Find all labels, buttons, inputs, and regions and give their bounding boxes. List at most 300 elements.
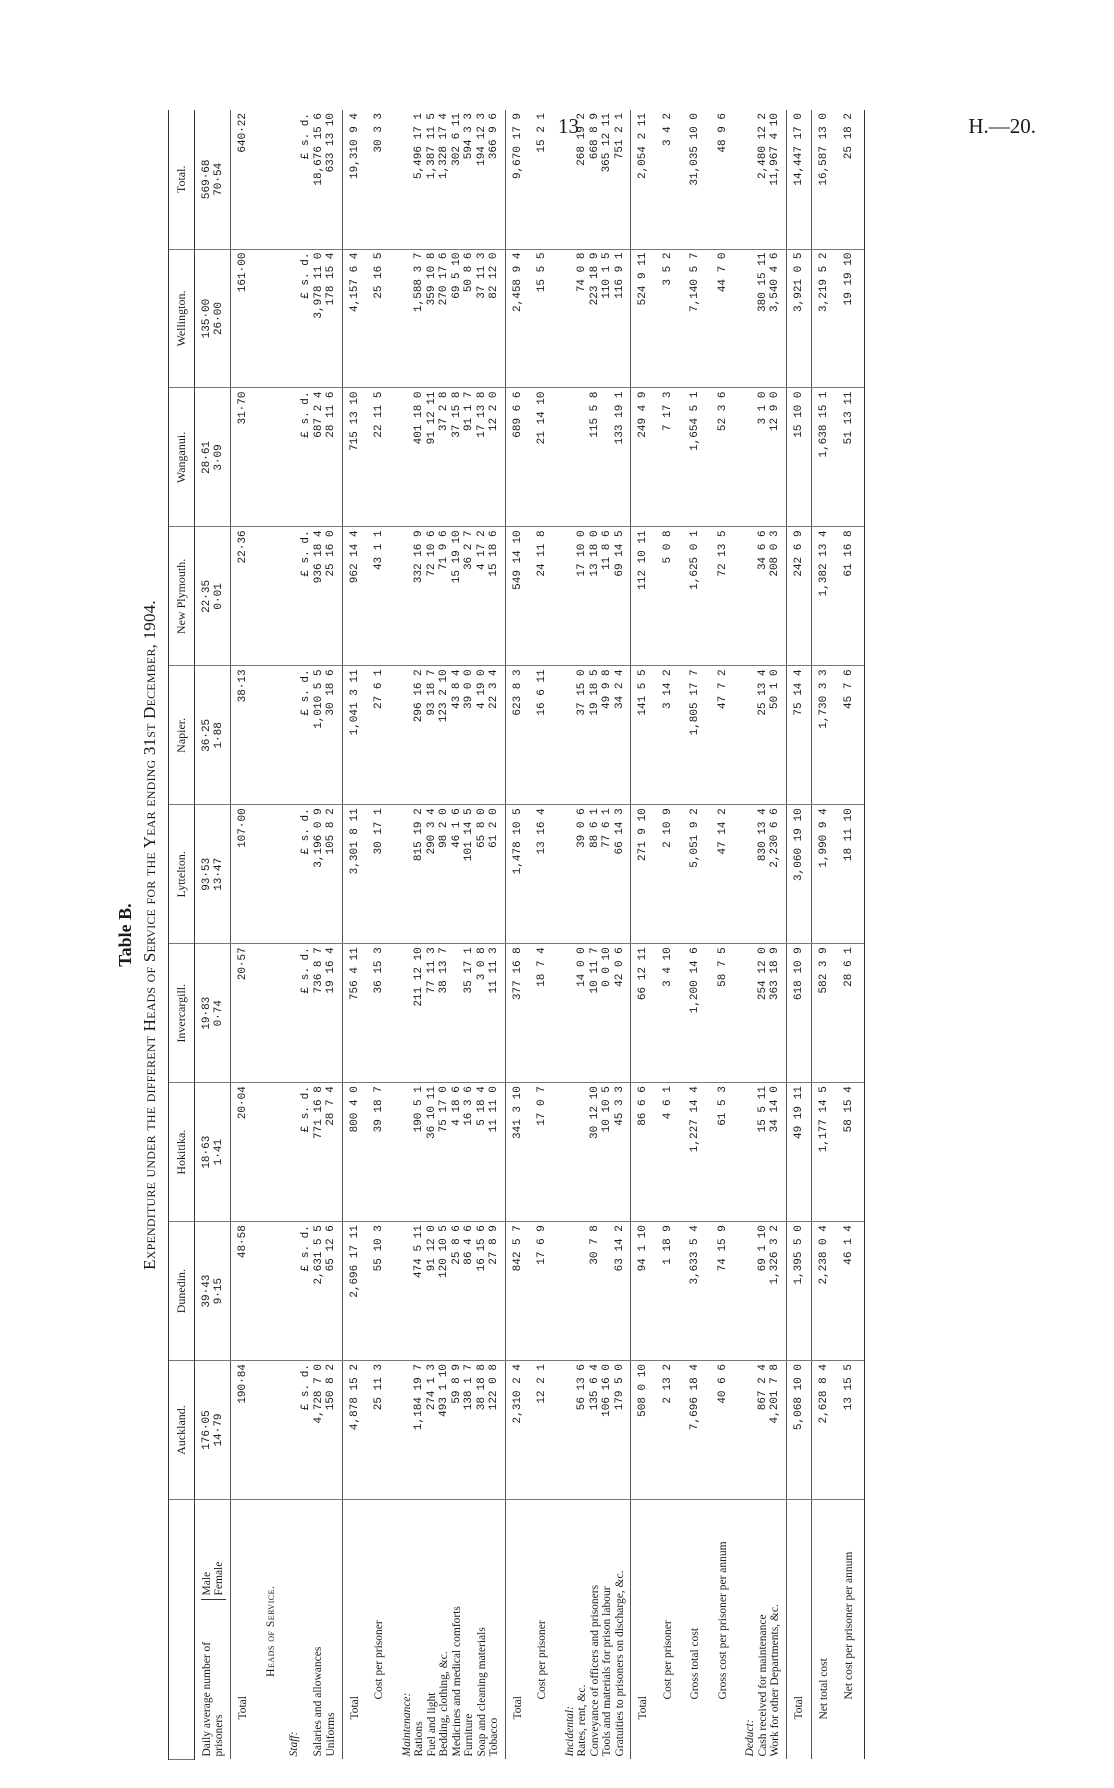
table-cell bbox=[738, 805, 786, 944]
table-cell: 618 10 9 bbox=[786, 944, 812, 1083]
spacer bbox=[300, 1506, 312, 1757]
table-row bbox=[683, 110, 711, 1760]
cell-value: 290 3 4 bbox=[425, 808, 438, 855]
table-cell: 962 14 4 bbox=[342, 527, 367, 666]
table-cell: 28 6 1 bbox=[837, 944, 865, 1083]
empty-cell bbox=[255, 1361, 282, 1500]
cell-value: 4 17 2 bbox=[475, 530, 488, 571]
table-cell: 4,157 6 4 bbox=[342, 249, 367, 388]
table-cell bbox=[395, 666, 506, 805]
currency-units: £ s. d. bbox=[300, 947, 312, 994]
cell-value: 5,496 17 1 bbox=[413, 113, 425, 180]
row-label-text: Gross total cost bbox=[689, 1627, 701, 1700]
spacer bbox=[564, 530, 577, 662]
table-cell bbox=[194, 249, 230, 388]
row-label-text: Cost per prisoner bbox=[536, 1620, 548, 1700]
cell-value: 10 11 7 bbox=[588, 947, 601, 994]
cell-value: 3 1 0 bbox=[756, 391, 769, 425]
cell-value: 35 17 1 bbox=[463, 947, 475, 994]
row-label-text: Total bbox=[236, 1696, 249, 1720]
table-cell bbox=[395, 110, 506, 249]
row-label bbox=[786, 1500, 812, 1760]
empty-cell bbox=[255, 1083, 282, 1222]
cell-value: 116 9 1 bbox=[613, 252, 626, 299]
item-label: Uniforms bbox=[324, 1712, 337, 1757]
spacer bbox=[564, 1086, 577, 1218]
cell-value: 268 19 2 bbox=[576, 113, 588, 166]
group-label: Maintenance: bbox=[400, 1692, 413, 1757]
table-cell: 15 10 0 bbox=[786, 388, 812, 527]
cell-value: 1,184 19 7 bbox=[413, 1364, 425, 1431]
table-cell bbox=[738, 527, 786, 666]
table-cell bbox=[558, 527, 631, 666]
sub-label: Female bbox=[213, 1561, 225, 1596]
cell-value: 4 19 0 bbox=[475, 669, 488, 709]
avg-label bbox=[201, 1506, 226, 1757]
cell-value: 105 8 2 bbox=[325, 808, 337, 855]
row-label-text: Net total cost bbox=[818, 1658, 830, 1720]
table-cell: 45 7 6 bbox=[837, 666, 865, 805]
table-cell: 51 13 11 bbox=[837, 388, 865, 527]
cell-value: 37 2 8 bbox=[438, 391, 450, 432]
cell-value: 366 9 6 bbox=[488, 113, 500, 160]
table-cell bbox=[194, 527, 230, 666]
table-cell: 13 15 5 bbox=[837, 1361, 865, 1500]
cell-value: 687 2 4 bbox=[312, 391, 325, 438]
page-number: 13 bbox=[558, 114, 579, 138]
item-label: Salaries and allowances bbox=[312, 1646, 324, 1757]
table-cell bbox=[558, 666, 631, 805]
cell-value: 135·00 bbox=[200, 298, 213, 339]
row-label bbox=[282, 1500, 343, 1760]
table-row bbox=[711, 110, 739, 1760]
table-cell: 20·57 bbox=[230, 944, 255, 1083]
table-cell: 2,696 17 11 bbox=[342, 1222, 367, 1361]
cell-value: 2,631 5 5 bbox=[312, 1225, 325, 1285]
cell-value: 71 9 6 bbox=[438, 530, 450, 571]
cell-value: 16 15 6 bbox=[475, 1225, 488, 1272]
row-label-text: Cost per prisoner bbox=[661, 1620, 674, 1700]
cell-value: 72 10 6 bbox=[425, 530, 438, 577]
table-cell bbox=[395, 1222, 506, 1361]
cell-value: 22·35 bbox=[200, 579, 213, 613]
table-cell bbox=[738, 1361, 786, 1500]
cell-value: 19 16 4 bbox=[325, 947, 337, 994]
cell-value: 69 14 5 bbox=[613, 530, 626, 577]
cell-value: 830 13 4 bbox=[756, 808, 769, 862]
table-row bbox=[505, 110, 530, 1760]
item-label: Medicines and medical comforts bbox=[450, 1606, 463, 1757]
table-cell: 19,310 9 4 bbox=[342, 110, 367, 249]
cell-value: 17 13 8 bbox=[475, 391, 488, 438]
table-cell: 1,395 5 0 bbox=[786, 1222, 812, 1361]
empty-cell bbox=[255, 527, 282, 666]
expenditure-table bbox=[168, 110, 865, 1760]
spacer bbox=[744, 947, 757, 1079]
table-cell: 1,805 17 7 bbox=[683, 666, 711, 805]
cell-value: 123 2 10 bbox=[438, 669, 450, 723]
cell-value: 28·61 bbox=[200, 440, 213, 474]
table-cell: 18 7 4 bbox=[530, 944, 558, 1083]
cell-value: 122 0 8 bbox=[488, 1364, 500, 1411]
table-row-group bbox=[558, 110, 631, 1760]
empty-cell bbox=[255, 110, 282, 249]
cell-value: 115 5 8 bbox=[588, 391, 601, 438]
table-row bbox=[631, 110, 656, 1760]
table-cell bbox=[558, 944, 631, 1083]
spacer bbox=[288, 1225, 301, 1357]
cell-value: 771 16 8 bbox=[312, 1086, 325, 1139]
cell-value: 359 10 8 bbox=[425, 252, 438, 306]
cell-value: 867 2 4 bbox=[756, 1364, 769, 1411]
table-cell: 1,382 13 4 bbox=[812, 527, 837, 666]
table-cell: 36 15 3 bbox=[367, 944, 395, 1083]
table-cell: 107·00 bbox=[230, 805, 255, 944]
row-label bbox=[837, 1500, 865, 1760]
cell-value: 28 11 6 bbox=[325, 391, 337, 438]
spacer bbox=[288, 113, 301, 246]
cell-value: 365 12 11 bbox=[601, 113, 613, 173]
cell-value: 30 12 10 bbox=[588, 1086, 601, 1139]
table-cell: 24 11 8 bbox=[530, 527, 558, 666]
cell-value: 332 16 9 bbox=[413, 530, 425, 584]
row-label bbox=[631, 1500, 656, 1760]
row-label bbox=[395, 1500, 506, 1760]
cell-value: 176·05 bbox=[200, 1410, 213, 1450]
table-cell: 25 11 3 bbox=[367, 1361, 395, 1500]
spacer bbox=[744, 669, 757, 801]
table-cell: 3 5 2 bbox=[656, 249, 684, 388]
table-row-group bbox=[282, 110, 343, 1760]
cell-value: 34 6 6 bbox=[756, 530, 769, 571]
row-label bbox=[656, 1500, 684, 1760]
table-cell: 5,068 10 0 bbox=[786, 1361, 812, 1500]
spacer bbox=[744, 1086, 757, 1218]
table-cell: 1,625 0 1 bbox=[683, 527, 711, 666]
spacer bbox=[288, 947, 301, 1079]
row-label bbox=[342, 1500, 367, 1760]
spacer bbox=[744, 1364, 757, 1496]
table-row bbox=[837, 110, 865, 1760]
column-header: Napier. bbox=[169, 666, 195, 805]
column-header-row bbox=[169, 110, 195, 1760]
cell-value: 296 16 2 bbox=[413, 669, 425, 723]
table-cell: 49 19 11 bbox=[786, 1083, 812, 1222]
cell-value: 633 13 10 bbox=[325, 113, 337, 173]
cell-value: 49 9 8 bbox=[601, 669, 613, 709]
spacer bbox=[744, 253, 757, 385]
cell-value: 223 18 9 bbox=[588, 252, 601, 306]
table-cell bbox=[282, 805, 343, 944]
cell-value: 91 1 7 bbox=[463, 391, 475, 432]
table-cell: 1,200 14 6 bbox=[683, 944, 711, 1083]
cell-value: 3,196 0 9 bbox=[312, 808, 325, 868]
table-cell: 18 11 10 bbox=[837, 805, 865, 944]
cell-value: 474 5 11 bbox=[413, 1225, 425, 1278]
table-cell: 249 4 9 bbox=[631, 388, 656, 527]
table-cell: 2,310 2 4 bbox=[505, 1361, 530, 1500]
currency-units: £ s. d. bbox=[300, 1086, 312, 1133]
cell-value: 1·41 bbox=[213, 1138, 225, 1166]
table-row bbox=[194, 110, 230, 1760]
cell-value bbox=[601, 392, 614, 524]
cell-value: 4,728 7 0 bbox=[312, 1364, 325, 1424]
cell-value: 25 13 4 bbox=[756, 669, 769, 716]
table-cell: 3,921 0 5 bbox=[786, 249, 812, 388]
cell-value: 9·15 bbox=[213, 1277, 225, 1305]
cell-value: 37 15 8 bbox=[450, 391, 463, 438]
cell-value: 1,326 3 2 bbox=[769, 1225, 781, 1285]
spacer bbox=[744, 530, 757, 662]
spacer bbox=[401, 808, 414, 940]
item-label: Tobacco bbox=[488, 1717, 500, 1757]
table-row bbox=[367, 110, 395, 1760]
table-cell bbox=[738, 1222, 786, 1361]
table-cell bbox=[282, 666, 343, 805]
cell-value: 3,978 11 0 bbox=[312, 252, 325, 319]
column-header: Wellington. bbox=[169, 249, 195, 388]
cell-value: 11 8 6 bbox=[601, 530, 613, 571]
table-cell: 190·84 bbox=[230, 1361, 255, 1500]
table-title: Table B. bbox=[115, 903, 135, 967]
table-cell bbox=[738, 249, 786, 388]
table-cell bbox=[194, 110, 230, 249]
table-cell: 756 4 11 bbox=[342, 944, 367, 1083]
row-label-text: Daily average number of prisoners bbox=[200, 1641, 225, 1757]
table-cell: 15 2 1 bbox=[530, 110, 558, 249]
cell-value: 91 12 0 bbox=[425, 1225, 438, 1272]
cell-value: 74 0 8 bbox=[576, 252, 588, 293]
cell-value: 66 14 3 bbox=[613, 808, 626, 855]
cell-value: 70·54 bbox=[213, 162, 225, 196]
table-cell bbox=[194, 805, 230, 944]
table-cell bbox=[558, 1222, 631, 1361]
cell-value: 751 2 1 bbox=[613, 113, 626, 160]
cell-value: 28 7 4 bbox=[325, 1086, 337, 1126]
table-cell bbox=[194, 1083, 230, 1222]
cell-value: 98 2 0 bbox=[438, 808, 450, 848]
cell-value: 274 1 3 bbox=[425, 1364, 438, 1411]
cell-value: 42 0 6 bbox=[613, 947, 626, 987]
table-cell: 75 14 4 bbox=[786, 666, 812, 805]
table-cell: 22·36 bbox=[230, 527, 255, 666]
table-cell: 86 6 6 bbox=[631, 1083, 656, 1222]
table-cell: 20·04 bbox=[230, 1083, 255, 1222]
cell-value: 65 8 0 bbox=[475, 808, 488, 848]
cell-value: 135 6 4 bbox=[588, 1364, 601, 1411]
cell-value: 150 8 2 bbox=[325, 1364, 337, 1411]
table-cell: 5 0 8 bbox=[656, 527, 684, 666]
table-cell: 271 9 10 bbox=[631, 805, 656, 944]
table-cell: 15 5 5 bbox=[530, 249, 558, 388]
empty-cell bbox=[255, 944, 282, 1083]
table-row bbox=[812, 110, 837, 1760]
empty-cell bbox=[255, 666, 282, 805]
table-cell: 715 13 10 bbox=[342, 388, 367, 527]
table-cell: 141 5 5 bbox=[631, 666, 656, 805]
table-cell: 72 13 5 bbox=[711, 527, 739, 666]
cell-value: 15 18 6 bbox=[488, 530, 500, 577]
column-header: Invercargill. bbox=[169, 944, 195, 1083]
row-label bbox=[711, 1500, 739, 1760]
table-cell: 94 1 10 bbox=[631, 1222, 656, 1361]
table-cell: 58 15 4 bbox=[837, 1083, 865, 1222]
table-cell bbox=[558, 249, 631, 388]
table-cell: 17 6 9 bbox=[530, 1222, 558, 1361]
cell-value bbox=[601, 1225, 614, 1357]
cell-value: 77 6 1 bbox=[601, 808, 613, 848]
table-cell: 3,301 8 11 bbox=[342, 805, 367, 944]
cell-value: 37 15 0 bbox=[576, 669, 588, 716]
table-cell: 549 14 10 bbox=[505, 527, 530, 666]
row-label-text: Total bbox=[792, 1696, 805, 1720]
cell-value: 936 18 4 bbox=[312, 530, 325, 584]
table-cell bbox=[194, 666, 230, 805]
table-cell bbox=[194, 944, 230, 1083]
cell-value: 14·79 bbox=[213, 1413, 225, 1447]
spacer bbox=[401, 113, 414, 246]
table-cell bbox=[395, 249, 506, 388]
spacer bbox=[744, 113, 757, 246]
table-cell: 16 6 11 bbox=[530, 666, 558, 805]
spacer bbox=[288, 530, 301, 662]
spacer bbox=[564, 947, 577, 1079]
spacer bbox=[564, 808, 577, 940]
cell-value: 26·00 bbox=[213, 302, 225, 336]
cell-value: 16 3 6 bbox=[463, 1086, 475, 1126]
sex-labels bbox=[201, 1562, 226, 1601]
table-cell bbox=[194, 1361, 230, 1500]
cell-value: 11 11 3 bbox=[488, 947, 500, 994]
spacer bbox=[744, 392, 757, 524]
cell-value: 86 4 6 bbox=[463, 1225, 475, 1265]
table-row bbox=[342, 110, 367, 1760]
table-caption: Expenditure under the different Heads of Service for the Year ending 31st December, 1904. bbox=[140, 600, 159, 1270]
table-cell: 30 3 3 bbox=[367, 110, 395, 249]
table-cell: 17 0 7 bbox=[530, 1083, 558, 1222]
table-cell: 112 10 11 bbox=[631, 527, 656, 666]
item-label: Rates, rent, &c. bbox=[576, 1684, 588, 1757]
corner-header bbox=[169, 1500, 195, 1760]
table-cell: 640·22 bbox=[230, 110, 255, 249]
table-cell: 3,219 5 2 bbox=[812, 249, 837, 388]
cell-value: 36 10 11 bbox=[425, 1086, 438, 1139]
table-cell: 377 16 8 bbox=[505, 944, 530, 1083]
cell-value: 65 12 6 bbox=[325, 1225, 337, 1272]
cell-value: 594 3 3 bbox=[463, 113, 475, 160]
row-label bbox=[505, 1500, 530, 1760]
cell-value: 138 1 7 bbox=[463, 1364, 475, 1411]
row-label bbox=[558, 1500, 631, 1760]
section-heading-row bbox=[255, 110, 282, 1760]
cell-value: 1,387 11 5 bbox=[425, 113, 438, 180]
spacer bbox=[288, 1086, 301, 1218]
table-cell: 689 6 6 bbox=[505, 388, 530, 527]
rotated-table-block bbox=[113, 110, 993, 1760]
cell-value: 93·53 bbox=[200, 857, 213, 891]
cell-value: 12 9 0 bbox=[769, 391, 781, 432]
cell-value: 91 12 11 bbox=[425, 391, 438, 445]
cell-value: 1,010 5 5 bbox=[312, 669, 325, 729]
row-label bbox=[230, 1500, 255, 1760]
cell-value: 39 0 6 bbox=[576, 808, 588, 848]
currency-units: £ s. d. bbox=[300, 391, 312, 438]
table-cell: 1,730 3 3 bbox=[812, 666, 837, 805]
table-cell bbox=[558, 805, 631, 944]
cell-value: 39 0 0 bbox=[463, 669, 475, 709]
table-cell: 582 3 9 bbox=[812, 944, 837, 1083]
cell-value: 63 14 2 bbox=[613, 1225, 626, 1272]
table-cell: 5,051 9 2 bbox=[683, 805, 711, 944]
sub-label: Male bbox=[200, 1571, 213, 1596]
table-cell: 3,060 19 10 bbox=[786, 805, 812, 944]
table-row-group bbox=[395, 110, 506, 1760]
cell-value: 179 5 0 bbox=[613, 1364, 626, 1411]
cell-value bbox=[576, 392, 589, 524]
currency-units: £ s. d. bbox=[300, 530, 312, 577]
table-cell: 13 16 4 bbox=[530, 805, 558, 944]
cell-value: 38 18 8 bbox=[475, 1364, 488, 1411]
column-header: Hokitika. bbox=[169, 1083, 195, 1222]
cell-value: 4 18 6 bbox=[450, 1086, 463, 1126]
table-cell: 12 2 1 bbox=[530, 1361, 558, 1500]
column-header: Total. bbox=[169, 110, 195, 249]
cell-value: 93 18 7 bbox=[425, 669, 438, 716]
row-label bbox=[812, 1500, 837, 1760]
spacer bbox=[564, 392, 577, 524]
table-cell bbox=[282, 388, 343, 527]
cell-value: 0·01 bbox=[213, 583, 225, 610]
group-label: Incidental: bbox=[563, 1706, 576, 1757]
table-cell: 1,638 15 1 bbox=[812, 388, 837, 527]
cell-value: 36 2 7 bbox=[463, 530, 475, 571]
cell-value: 1,328 17 4 bbox=[438, 113, 450, 180]
cell-value: 36·25 bbox=[200, 718, 213, 752]
cell-value: 2,230 6 6 bbox=[769, 808, 781, 868]
cell-value: 120 10 5 bbox=[438, 1225, 450, 1278]
table-cell: 14,447 17 0 bbox=[786, 110, 812, 249]
table-cell: 842 5 7 bbox=[505, 1222, 530, 1361]
row-label-text: Total bbox=[348, 1696, 361, 1720]
row-label-text: Total bbox=[637, 1696, 649, 1720]
table-cell: 1,990 9 4 bbox=[812, 805, 837, 944]
table-cell: 52 3 6 bbox=[711, 388, 739, 527]
table-cell: 43 1 1 bbox=[367, 527, 395, 666]
item-label: Cash received for maintenance bbox=[756, 1614, 769, 1757]
cell-value: 363 18 9 bbox=[769, 947, 781, 1001]
cell-value: 82 12 0 bbox=[488, 252, 500, 299]
spacer bbox=[401, 253, 414, 385]
table-cell: 341 3 10 bbox=[505, 1083, 530, 1222]
row-label bbox=[738, 1500, 786, 1760]
document-reference: H.—20. bbox=[968, 114, 1036, 138]
spacer bbox=[288, 1364, 301, 1496]
table-row bbox=[656, 110, 684, 1760]
table-cell: 46 1 4 bbox=[837, 1222, 865, 1361]
spacer bbox=[401, 530, 414, 662]
cell-value: 30 18 6 bbox=[325, 669, 337, 716]
table-cell: 21 14 10 bbox=[530, 388, 558, 527]
table-cell: 2 13 2 bbox=[656, 1361, 684, 1500]
cell-value: 736 8 7 bbox=[312, 947, 325, 994]
item-label: Furniture bbox=[463, 1713, 475, 1757]
cell-value: 46 1 6 bbox=[450, 808, 463, 848]
cell-value: 17 10 0 bbox=[576, 530, 588, 577]
table-cell: 48·58 bbox=[230, 1222, 255, 1361]
cell-value: 190 5 1 bbox=[413, 1086, 425, 1133]
cell-value bbox=[576, 1225, 589, 1357]
table-cell: 2,458 9 4 bbox=[505, 249, 530, 388]
